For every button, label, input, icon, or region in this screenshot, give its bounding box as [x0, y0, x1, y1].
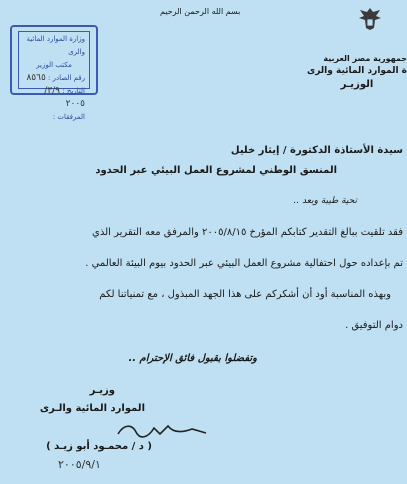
- stamp-number: رقم الصادر : ٨٥٦٥: [26, 73, 85, 83]
- stamp-title: وزارة الموارد المائية والرى: [26, 35, 85, 56]
- signature-ministry: الموارد المائية والـرى: [39, 403, 145, 414]
- stamp-office: مكتب الوزير: [36, 61, 72, 69]
- handwritten-date: ٢٠٠٥/٩/١: [58, 458, 101, 471]
- country-name: جمهورية مصر العربية: [323, 54, 407, 63]
- signature-title: وزيـر: [89, 385, 115, 396]
- ministry-letterhead: [307, 52, 407, 91]
- closing-line: وتفضلوا بقبول فائق الإحترام ..: [128, 353, 257, 364]
- recipient-role: المنسق الوطني لمشروع العمل البيئي عبر الحدود: [95, 165, 337, 176]
- body-line-1: فقد تلقيت ببالغ التقدير كتابكم المؤرخ ٢٠٠٥/٨/١٥ والمرفق معه التقرير الذي: [92, 227, 403, 238]
- body-line-3: وبهذه المناسبة أود أن أشكركم على هذا الجهد المبذول ، مع تمنياتنا لكم: [99, 289, 391, 300]
- basmala: بسم الله الرحمن الرحيم: [160, 7, 241, 16]
- stamp-attachments: المرفقات :: [52, 113, 85, 121]
- stamp-date: التاريخ : ٣/٩/ ٢٠٠٥: [44, 86, 85, 109]
- ministry-name: ة الموارد المائية والرى: [306, 66, 407, 76]
- body-line-2: تم بإعداده حول احتفالية مشروع العمل البيئي عبر الحدود بيوم البيئة العالمي .: [85, 258, 403, 269]
- signer-name: ( د / محمـود أبو زيـد ): [46, 441, 152, 452]
- incoming-stamp: [10, 25, 98, 121]
- greeting: تحية طيبة وبعد ..: [293, 196, 357, 206]
- handwritten-signature-icon: [114, 420, 214, 440]
- recipient-name: سيدة الأستاذة الدكتورة / إيثار خليل: [230, 145, 403, 156]
- office-name: الوزيـر: [340, 79, 374, 90]
- eagle-emblem-icon: [356, 6, 384, 32]
- body-line-4: دوام التوفيق .: [345, 320, 403, 331]
